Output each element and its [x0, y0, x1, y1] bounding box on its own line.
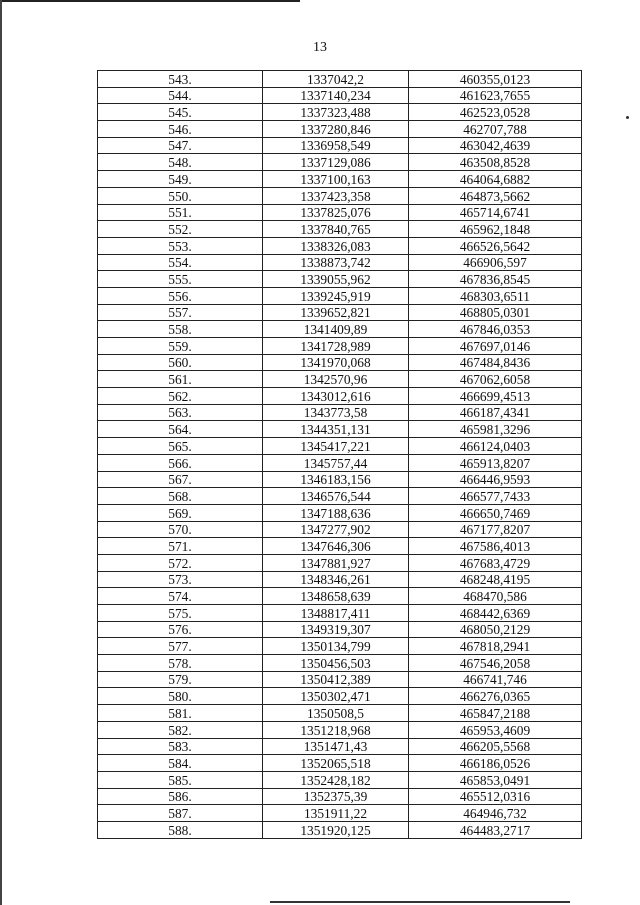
point-number-cell: 552. — [98, 221, 263, 238]
point-number-cell: 557. — [98, 304, 263, 321]
point-number-cell: 570. — [98, 521, 263, 538]
table-row — [98, 655, 582, 672]
y-coordinate-cell: 465913,8207 — [409, 454, 582, 471]
point-number-cell: 567. — [98, 471, 263, 488]
x-coordinate-cell: 1352428,182 — [263, 771, 409, 788]
y-coordinate-cell: 468442,6369 — [409, 605, 582, 622]
scan-edge-top — [0, 0, 300, 2]
x-coordinate-cell: 1350508,5 — [263, 705, 409, 722]
table-row — [98, 538, 582, 555]
y-coordinate-cell: 464483,2717 — [409, 821, 582, 838]
table-row — [98, 821, 582, 838]
point-number-cell: 586. — [98, 788, 263, 805]
table-row — [98, 454, 582, 471]
x-coordinate-cell: 1338326,083 — [263, 237, 409, 254]
point-number-cell: 565. — [98, 438, 263, 455]
table-row — [98, 605, 582, 622]
point-number-cell: 573. — [98, 571, 263, 588]
x-coordinate-cell: 1347881,927 — [263, 554, 409, 571]
y-coordinate-cell: 465512,0316 — [409, 788, 582, 805]
point-number-cell: 581. — [98, 705, 263, 722]
point-number-cell: 549. — [98, 171, 263, 188]
y-coordinate-cell: 464946,732 — [409, 805, 582, 822]
point-number-cell: 555. — [98, 271, 263, 288]
y-coordinate-cell: 465953,4609 — [409, 721, 582, 738]
x-coordinate-cell: 1352375,39 — [263, 788, 409, 805]
table-row — [98, 755, 582, 772]
table-row — [98, 121, 582, 138]
y-coordinate-cell: 465962,1848 — [409, 221, 582, 238]
y-coordinate-cell: 467846,0353 — [409, 321, 582, 338]
table-row — [98, 788, 582, 805]
x-coordinate-cell: 1337423,358 — [263, 187, 409, 204]
x-coordinate-cell: 1342570,96 — [263, 371, 409, 388]
table-row — [98, 221, 582, 238]
x-coordinate-cell: 1338873,742 — [263, 254, 409, 271]
y-coordinate-cell: 467697,0146 — [409, 338, 582, 355]
point-number-cell: 560. — [98, 354, 263, 371]
table-row — [98, 438, 582, 455]
y-coordinate-cell: 466124,0403 — [409, 438, 582, 455]
y-coordinate-cell: 467836,8545 — [409, 271, 582, 288]
point-number-cell: 578. — [98, 655, 263, 672]
table-row — [98, 471, 582, 488]
table-row — [98, 87, 582, 104]
point-number-cell: 566. — [98, 454, 263, 471]
point-number-cell: 559. — [98, 338, 263, 355]
y-coordinate-cell: 466187,4341 — [409, 404, 582, 421]
point-number-cell: 546. — [98, 121, 263, 138]
table-row — [98, 771, 582, 788]
point-number-cell: 564. — [98, 421, 263, 438]
table-row — [98, 621, 582, 638]
y-coordinate-cell: 466906,597 — [409, 254, 582, 271]
y-coordinate-cell: 466526,5642 — [409, 237, 582, 254]
table-row — [98, 738, 582, 755]
y-coordinate-cell: 468805,0301 — [409, 304, 582, 321]
x-coordinate-cell: 1337100,163 — [263, 171, 409, 188]
table-row — [98, 521, 582, 538]
point-number-cell: 543. — [98, 71, 263, 88]
x-coordinate-cell: 1352065,518 — [263, 755, 409, 772]
y-coordinate-cell: 464064,6882 — [409, 171, 582, 188]
x-coordinate-cell: 1343012,616 — [263, 388, 409, 405]
y-coordinate-cell: 460355,0123 — [409, 71, 582, 88]
y-coordinate-cell: 463508,8528 — [409, 154, 582, 171]
point-number-cell: 580. — [98, 688, 263, 705]
point-number-cell: 556. — [98, 287, 263, 304]
y-coordinate-cell: 466650,7469 — [409, 504, 582, 521]
x-coordinate-cell: 1350302,471 — [263, 688, 409, 705]
y-coordinate-cell: 467546,2058 — [409, 655, 582, 672]
table-row — [98, 237, 582, 254]
y-coordinate-cell: 466577,7433 — [409, 488, 582, 505]
table-row — [98, 421, 582, 438]
x-coordinate-cell: 1348658,639 — [263, 588, 409, 605]
table-row — [98, 404, 582, 421]
point-number-cell: 572. — [98, 554, 263, 571]
table-row — [98, 204, 582, 221]
x-coordinate-cell: 1341970,068 — [263, 354, 409, 371]
point-number-cell: 576. — [98, 621, 263, 638]
y-coordinate-cell: 467177,8207 — [409, 521, 582, 538]
point-number-cell: 562. — [98, 388, 263, 405]
point-number-cell: 575. — [98, 605, 263, 622]
y-coordinate-cell: 467062,6058 — [409, 371, 582, 388]
point-number-cell: 577. — [98, 638, 263, 655]
table-row — [98, 388, 582, 405]
table-row — [98, 304, 582, 321]
x-coordinate-cell: 1346576,544 — [263, 488, 409, 505]
table-row — [98, 254, 582, 271]
x-coordinate-cell: 1349319,307 — [263, 621, 409, 638]
point-number-cell: 583. — [98, 738, 263, 755]
x-coordinate-cell: 1337825,076 — [263, 204, 409, 221]
point-number-cell: 588. — [98, 821, 263, 838]
point-number-cell: 569. — [98, 504, 263, 521]
x-coordinate-cell: 1337042,2 — [263, 71, 409, 88]
table-row — [98, 638, 582, 655]
x-coordinate-cell: 1346183,156 — [263, 471, 409, 488]
x-coordinate-cell: 1339245,919 — [263, 287, 409, 304]
x-coordinate-cell: 1350456,503 — [263, 655, 409, 672]
table-row — [98, 104, 582, 121]
y-coordinate-cell: 468050,2129 — [409, 621, 582, 638]
x-coordinate-cell: 1350134,799 — [263, 638, 409, 655]
y-coordinate-cell: 464873,5662 — [409, 187, 582, 204]
table-row — [98, 688, 582, 705]
x-coordinate-cell: 1339652,821 — [263, 304, 409, 321]
scan-edge-bottom — [270, 901, 570, 903]
point-number-cell: 554. — [98, 254, 263, 271]
y-coordinate-cell: 461623,7655 — [409, 87, 582, 104]
table-row — [98, 588, 582, 605]
table-row — [98, 705, 582, 722]
y-coordinate-cell: 466699,4513 — [409, 388, 582, 405]
y-coordinate-cell: 468470,586 — [409, 588, 582, 605]
coordinates-table — [97, 70, 582, 839]
y-coordinate-cell: 467484,8436 — [409, 354, 582, 371]
x-coordinate-cell: 1351471,43 — [263, 738, 409, 755]
y-coordinate-cell: 468248,4195 — [409, 571, 582, 588]
point-number-cell: 545. — [98, 104, 263, 121]
point-number-cell: 558. — [98, 321, 263, 338]
table-row — [98, 187, 582, 204]
table-row — [98, 571, 582, 588]
y-coordinate-cell: 467818,2941 — [409, 638, 582, 655]
point-number-cell: 579. — [98, 671, 263, 688]
y-coordinate-cell: 467683,4729 — [409, 554, 582, 571]
coordinates-table-body — [98, 71, 582, 839]
point-number-cell: 582. — [98, 721, 263, 738]
x-coordinate-cell: 1337323,488 — [263, 104, 409, 121]
x-coordinate-cell: 1345417,221 — [263, 438, 409, 455]
x-coordinate-cell: 1347188,636 — [263, 504, 409, 521]
y-coordinate-cell: 463042,4639 — [409, 137, 582, 154]
point-number-cell: 547. — [98, 137, 263, 154]
x-coordinate-cell: 1336958,549 — [263, 137, 409, 154]
page-number: 13 — [313, 40, 327, 55]
y-coordinate-cell: 465847,2188 — [409, 705, 582, 722]
table-row — [98, 805, 582, 822]
y-coordinate-cell: 466186,0526 — [409, 755, 582, 772]
x-coordinate-cell: 1341728,989 — [263, 338, 409, 355]
point-number-cell: 585. — [98, 771, 263, 788]
table-row — [98, 354, 582, 371]
x-coordinate-cell: 1339055,962 — [263, 271, 409, 288]
point-number-cell: 584. — [98, 755, 263, 772]
x-coordinate-cell: 1344351,131 — [263, 421, 409, 438]
x-coordinate-cell: 1337140,234 — [263, 87, 409, 104]
table-row — [98, 338, 582, 355]
table-row — [98, 554, 582, 571]
table-row — [98, 137, 582, 154]
x-coordinate-cell: 1351911,22 — [263, 805, 409, 822]
scan-speck — [626, 116, 629, 119]
x-coordinate-cell: 1351218,968 — [263, 721, 409, 738]
point-number-cell: 544. — [98, 87, 263, 104]
x-coordinate-cell: 1345757,44 — [263, 454, 409, 471]
y-coordinate-cell: 466205,5568 — [409, 738, 582, 755]
x-coordinate-cell: 1337280,846 — [263, 121, 409, 138]
y-coordinate-cell: 467586,4013 — [409, 538, 582, 555]
point-number-cell: 574. — [98, 588, 263, 605]
x-coordinate-cell: 1348346,261 — [263, 571, 409, 588]
point-number-cell: 553. — [98, 237, 263, 254]
table-row — [98, 71, 582, 88]
table-row — [98, 371, 582, 388]
table-row — [98, 504, 582, 521]
y-coordinate-cell: 462707,788 — [409, 121, 582, 138]
table-row — [98, 171, 582, 188]
point-number-cell: 571. — [98, 538, 263, 555]
x-coordinate-cell: 1348817,411 — [263, 605, 409, 622]
y-coordinate-cell: 466276,0365 — [409, 688, 582, 705]
y-coordinate-cell: 462523,0528 — [409, 104, 582, 121]
point-number-cell: 551. — [98, 204, 263, 221]
y-coordinate-cell: 468303,6511 — [409, 287, 582, 304]
table-row — [98, 321, 582, 338]
x-coordinate-cell: 1347277,902 — [263, 521, 409, 538]
x-coordinate-cell: 1343773,58 — [263, 404, 409, 421]
x-coordinate-cell: 1350412,389 — [263, 671, 409, 688]
point-number-cell: 561. — [98, 371, 263, 388]
y-coordinate-cell: 466446,9593 — [409, 471, 582, 488]
table-row — [98, 287, 582, 304]
x-coordinate-cell: 1347646,306 — [263, 538, 409, 555]
table-row — [98, 721, 582, 738]
x-coordinate-cell: 1351920,125 — [263, 821, 409, 838]
scan-edge-left — [0, 0, 2, 905]
table-row — [98, 154, 582, 171]
point-number-cell: 550. — [98, 187, 263, 204]
point-number-cell: 568. — [98, 488, 263, 505]
point-number-cell: 563. — [98, 404, 263, 421]
point-number-cell: 587. — [98, 805, 263, 822]
x-coordinate-cell: 1341409,89 — [263, 321, 409, 338]
y-coordinate-cell: 465853,0491 — [409, 771, 582, 788]
point-number-cell: 548. — [98, 154, 263, 171]
x-coordinate-cell: 1337129,086 — [263, 154, 409, 171]
y-coordinate-cell: 465714,6741 — [409, 204, 582, 221]
table-row — [98, 271, 582, 288]
y-coordinate-cell: 465981,3296 — [409, 421, 582, 438]
table-row — [98, 488, 582, 505]
table-row — [98, 671, 582, 688]
y-coordinate-cell: 466741,746 — [409, 671, 582, 688]
x-coordinate-cell: 1337840,765 — [263, 221, 409, 238]
